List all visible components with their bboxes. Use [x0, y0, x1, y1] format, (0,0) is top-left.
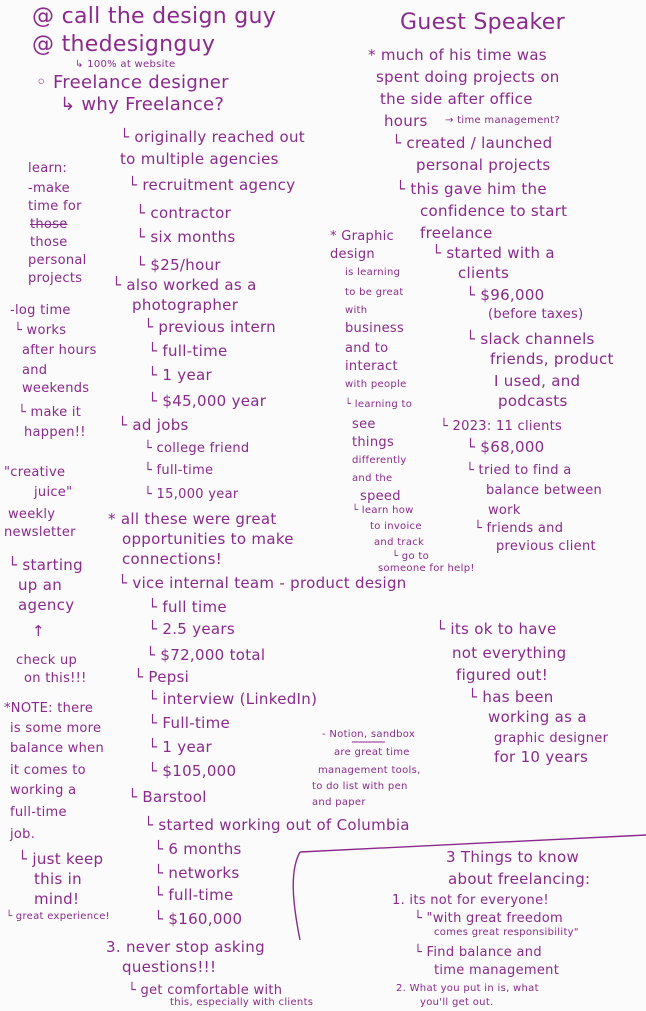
career-line: └ $25/hour [136, 256, 221, 274]
career-line: └ recruitment agency [128, 176, 296, 194]
things-item: this, especially with clients [170, 997, 314, 1008]
career-line: └ ad jobs [118, 416, 189, 434]
right-note: the side after office [380, 90, 533, 108]
career-line: * all these were great [108, 510, 277, 528]
middle-note: └ learn how [352, 505, 414, 516]
left-note: balance when [10, 741, 105, 756]
left-note: job. [10, 827, 36, 842]
up-arrow: ↑ [32, 622, 45, 640]
left-note-struck: those [30, 217, 68, 232]
left-note: newsletter [4, 525, 76, 540]
middle-note: * Graphic [330, 229, 394, 244]
right-note: └ slack channels [466, 330, 595, 348]
career-line: └ started working out of Columbia [144, 816, 410, 834]
career-line: └ $105,000 [148, 762, 237, 780]
things-title: about freelancing: [448, 870, 591, 888]
left-note: after hours [22, 343, 97, 358]
header-line-1: @ call the design guy [32, 4, 277, 29]
right-note: spent doing projects on [376, 68, 560, 86]
left-note: full-time [10, 805, 67, 820]
left-note: is some more [10, 721, 102, 736]
middle-note: someone for help! [378, 563, 475, 574]
middle-note: design [330, 247, 375, 262]
middle-note: interact [345, 359, 398, 374]
right-note: balance between [486, 483, 603, 498]
right-note: previous client [496, 539, 596, 554]
right-note: hours [384, 112, 428, 130]
left-note: projects [28, 271, 83, 286]
middle-note: and the [352, 473, 393, 484]
left-note: and [22, 363, 48, 378]
middle-note: to be great [345, 287, 404, 298]
right-note: not everything [452, 644, 567, 662]
career-line: opportunities to make [122, 530, 294, 548]
things-item: time management [434, 963, 560, 978]
left-note: happen!! [24, 425, 86, 440]
career-line: └ $45,000 year [148, 392, 267, 410]
left-note: learn: [28, 161, 68, 176]
right-note: confidence to start [420, 202, 568, 220]
career-line: └ contractor [136, 204, 232, 222]
career-line: └ interview (LinkedIn) [148, 690, 318, 708]
left-note: mind! [34, 890, 80, 908]
left-note: juice" [34, 485, 73, 500]
middle-note: with [345, 305, 368, 316]
left-note: weekly [8, 507, 56, 522]
career-line: └ college friend [144, 441, 250, 456]
career-line: └ full-time [144, 463, 214, 478]
left-note: personal [28, 253, 87, 268]
middle-note: └ learning to [345, 399, 413, 410]
right-note: working as a [488, 708, 587, 726]
things-item: 1. its not for everyone! [392, 893, 549, 908]
things-item: └ "with great freedom [414, 911, 563, 926]
things-title: 3 Things to know [446, 848, 580, 866]
career-line: └ 6 months [154, 840, 242, 858]
right-note: figured out! [456, 666, 549, 684]
guest-speaker-title: Guest Speaker [400, 10, 565, 35]
right-note: for 10 years [494, 748, 589, 766]
middle-note: differently [352, 455, 407, 466]
right-note: └ $68,000 [466, 438, 545, 456]
left-note: "creative [4, 465, 66, 480]
career-line: └ $160,000 [154, 910, 243, 928]
tools-note: - Notion, sandbox [322, 729, 416, 740]
right-note: └ its ok to have [436, 620, 557, 638]
left-note: this in [34, 870, 82, 888]
career-line: └ six months [136, 228, 236, 246]
career-line: └ Barstool [128, 788, 207, 806]
left-note: -make [28, 181, 70, 196]
middle-note: └ go to [392, 551, 429, 562]
right-note: └ 2023: 11 clients [440, 419, 563, 434]
left-note: └ just keep [18, 850, 104, 868]
career-line: └ full time [148, 598, 227, 616]
header-line-3: ◦ Freelance designer [36, 72, 229, 93]
left-note: agency [18, 596, 75, 614]
left-note: working a [10, 783, 77, 798]
career-line: photographer [132, 296, 239, 314]
things-item: 3. never stop asking [106, 938, 265, 956]
career-line: └ vice internal team - product design [118, 574, 407, 592]
career-line: └ full-time [148, 342, 228, 360]
left-note: -log time [10, 303, 71, 318]
right-note: └ started with a [432, 244, 555, 262]
things-item: └ get comfortable with [128, 983, 283, 998]
middle-note: business [345, 321, 405, 336]
right-note: └ $96,000 [466, 286, 545, 304]
career-line: └ Pepsi [134, 668, 190, 686]
header-line-2: @ thedesignguy [32, 32, 216, 57]
career-line: └ 1 year [148, 738, 212, 756]
right-note: work [488, 503, 521, 518]
divider-curve [293, 852, 300, 940]
career-line: └ originally reached out [120, 128, 305, 146]
middle-note: and to [345, 341, 389, 356]
right-note: └ created / launched [392, 134, 553, 152]
header-line-2-sub: ↳ 100% at website [75, 59, 176, 70]
tools-note: and paper [312, 797, 366, 808]
middle-note: to invoice [370, 521, 422, 532]
tools-note: are great time [334, 747, 410, 758]
things-item: you'll get out. [420, 997, 494, 1008]
tools-note: to do list with pen [312, 781, 408, 792]
middle-note: and track [374, 537, 425, 548]
career-line: └ 1 year [148, 366, 212, 384]
middle-note: with people [345, 379, 407, 390]
header-line-4: ↳ why Freelance? [60, 94, 225, 115]
right-note: (before taxes) [488, 307, 584, 322]
left-note: └ great experience! [6, 911, 110, 922]
career-line: └ 2.5 years [148, 620, 236, 638]
middle-note: things [352, 435, 395, 450]
career-line: └ Full-time [148, 714, 231, 732]
left-note: those [30, 235, 68, 250]
right-note: └ tried to find a [466, 463, 572, 478]
left-note: time for [28, 199, 82, 214]
career-line: └ 15,000 year [144, 487, 239, 502]
middle-note: see [352, 417, 376, 432]
career-line: └ previous intern [144, 318, 276, 336]
left-note: └ starting [8, 556, 83, 574]
left-note: weekends [22, 381, 90, 396]
tools-note: management tools, [318, 765, 421, 776]
left-note: on this!!! [24, 671, 87, 686]
career-line: connections! [122, 550, 223, 568]
middle-note: speed [360, 489, 401, 504]
career-line: └ also worked as a [112, 276, 257, 294]
right-note: * much of his time was [368, 46, 547, 64]
right-note: podcasts [498, 392, 568, 410]
right-note: I used, and [494, 372, 581, 390]
career-line: └ full-time [154, 886, 234, 904]
things-item: 2. What you put in is, what [396, 983, 539, 994]
right-note: freelance [420, 224, 493, 242]
right-note: └ has been [468, 688, 554, 706]
left-note: *NOTE: there [4, 701, 94, 716]
things-item: └ Find balance and [414, 945, 542, 960]
things-item: comes great responsibility" [434, 927, 579, 938]
right-note: graphic designer [494, 731, 609, 746]
left-note: └ make it [18, 405, 82, 420]
right-note: └ friends and [474, 521, 564, 536]
career-line: to multiple agencies [120, 150, 279, 168]
left-note: check up [16, 653, 78, 668]
right-note: └ this gave him the [396, 180, 547, 198]
left-note: it comes to [10, 763, 86, 778]
right-note: clients [458, 264, 510, 282]
right-note: personal projects [416, 156, 551, 174]
left-note: up an [18, 576, 62, 594]
right-note-small: → time management? [445, 115, 561, 126]
right-note: friends, product [490, 350, 614, 368]
middle-note: is learning [345, 267, 401, 278]
left-note: └ works [14, 323, 67, 338]
career-line: └ $72,000 total [146, 646, 266, 664]
career-line: └ networks [154, 864, 240, 882]
things-item: questions!!! [122, 958, 217, 976]
